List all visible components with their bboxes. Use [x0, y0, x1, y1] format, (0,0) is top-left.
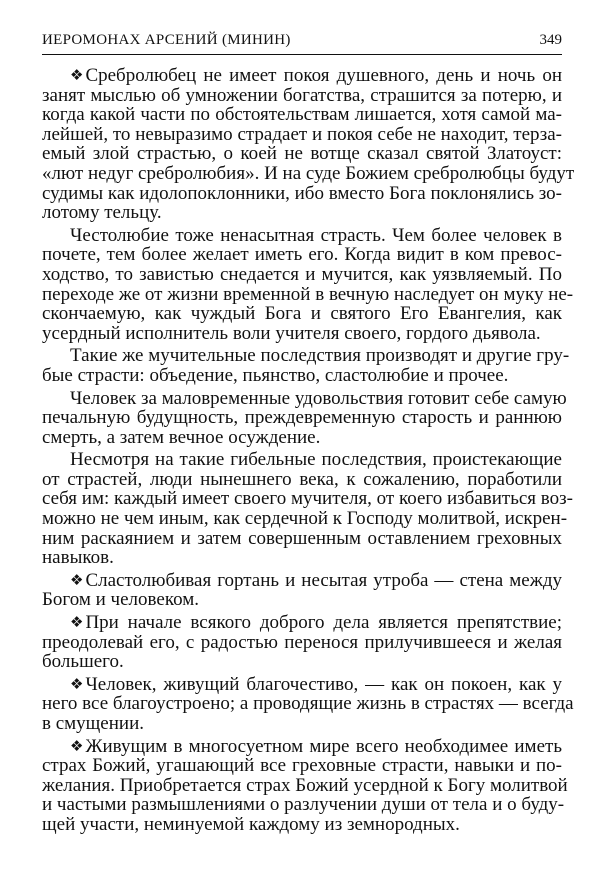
line-text: навыков.	[42, 547, 114, 569]
line-text: переходе же от жизни временной в вечную наследует он муку не-	[42, 283, 574, 305]
line-text: себя им: каждый имеет своего мучителя, от коего избавиться воз-	[42, 488, 573, 510]
line-text: когда какой части по обстоятельствам лишается, хотя самой ма-	[42, 104, 562, 126]
text-line	[42, 450, 562, 470]
text-line	[42, 86, 562, 106]
bullet-paragraph	[42, 735, 568, 835]
line-text: бые страсти: объедение, пьянство, сластолюбие и прочее.	[42, 364, 509, 386]
running-header	[42, 30, 562, 55]
text-line	[42, 203, 562, 223]
text-line	[42, 366, 562, 386]
text-line	[42, 283, 574, 305]
line-text: ходство, то завистью снедается и мучится, как уязвляемый. По	[42, 263, 562, 285]
text-line	[42, 774, 568, 796]
text-line	[42, 162, 575, 184]
line-text: Честолюбие тоже ненасытная страсть. Чем более человек в	[70, 224, 562, 246]
running-title: ИЕРОМОНАХ АРСЕНИЙ (МИНИН)	[42, 32, 291, 48]
text-line	[42, 488, 573, 510]
line-text: лейшей, то невыразимо страдает и покоя себе не находит, терза-	[42, 123, 562, 145]
text-line	[42, 714, 562, 734]
bullet-paragraph	[42, 571, 562, 610]
line-text: Человек, живущий благочестиво, — как он покоен, как у	[85, 673, 562, 695]
line-text: него все благоустроено; а проводящие жизнь в страстях — всегда	[42, 693, 574, 715]
text-line	[42, 470, 562, 490]
text-line	[42, 652, 562, 672]
line-text: Живущим в многосуетном мире всего необходимее иметь	[85, 735, 562, 757]
page-body	[42, 65, 575, 838]
line-text: Такие же мучительные последствия производят и другие гру-	[70, 345, 570, 367]
line-text: щей участи, неминуемой каждому из земнородных.	[42, 813, 460, 835]
line-text: лотому тельцу.	[42, 202, 162, 224]
diamond-bullet-icon: ❖	[70, 736, 84, 755]
page-number: 349	[539, 32, 562, 48]
line-text: преодолевай его, с радостью перенося прилучившееся и желая	[42, 631, 562, 653]
text-line	[42, 324, 562, 344]
text-line	[42, 125, 562, 145]
line-text: ним раскаянием и затем совершенным оставлением греховных	[42, 527, 562, 549]
text-line	[42, 675, 562, 695]
paragraph	[42, 449, 573, 569]
text-line	[42, 815, 562, 835]
text-line	[42, 245, 562, 265]
text-line	[42, 794, 565, 816]
text-line	[42, 693, 574, 715]
text-line	[42, 144, 562, 164]
bullet-paragraph	[42, 673, 574, 734]
text-line	[42, 105, 562, 125]
bullet-paragraph	[42, 65, 575, 224]
text-line	[42, 408, 562, 428]
paragraph	[42, 345, 570, 386]
text-line	[42, 428, 562, 448]
diamond-bullet-icon: ❖	[70, 570, 84, 589]
paragraph	[42, 387, 567, 448]
line-text: судимы как идолопоклонники, ибо вместо Бога поклонялись зо-	[42, 182, 562, 204]
line-text: Богом и человеком.	[42, 589, 200, 611]
paragraph	[42, 224, 574, 344]
line-text: Человек за маловременные удовольствия готовит себе самую	[70, 387, 567, 409]
line-text: Сребролюбец не имеет покоя душевного, день и ночь он	[85, 65, 562, 86]
text-line	[42, 613, 562, 633]
line-text: печальную будущность, преждевременную старость и раннюю	[42, 407, 562, 429]
text-line	[42, 548, 562, 568]
text-line	[42, 633, 562, 653]
text-line	[42, 226, 562, 246]
line-text: При начале всякого доброго дела является препятствие;	[85, 612, 562, 634]
diamond-bullet-icon: ❖	[70, 613, 84, 632]
bullet-paragraph	[42, 613, 562, 672]
diamond-bullet-icon: ❖	[70, 66, 84, 84]
text-line	[42, 590, 562, 610]
text-line	[42, 345, 570, 367]
text-line	[42, 66, 562, 86]
line-text: и частыми размышлениями о разлучении души от тела и о буду-	[42, 794, 565, 816]
line-text: скончаемую, как чуждый Бога и святого Его Евангелия, как	[42, 303, 562, 325]
line-text: почете, тем более желает иметь его. Когда видит в ком превос-	[42, 244, 562, 266]
line-text: большего.	[42, 651, 124, 673]
text-line	[42, 508, 568, 530]
line-text: Сластолюбивая гортань и несытая утроба — стена между	[85, 569, 562, 591]
line-text: смерть, а затем вечное осуждение.	[42, 426, 321, 448]
line-text: желания. Приобретается страх Божий усердной к Богу молитвой	[42, 774, 568, 796]
text-line	[42, 529, 562, 549]
line-text: усердный исполнитель воли учителя своего, гордого дьявола.	[42, 322, 541, 344]
text-line	[42, 571, 562, 591]
line-text: страх Божий, угашающий все греховные страсти, навыки и по-	[42, 755, 562, 777]
text-line	[42, 387, 567, 409]
text-line	[42, 265, 562, 285]
line-text: «лют недуг сребролюбия». И на суде Божием сребролюбцы будут	[42, 162, 575, 184]
text-line	[42, 756, 562, 776]
diamond-bullet-icon: ❖	[70, 674, 84, 693]
text-line	[42, 184, 562, 204]
line-text: занят мыслью об умножении богатства, страшится за потерю, и	[42, 84, 562, 106]
text-line	[42, 304, 562, 324]
line-text: емый злой страстью, о коей не вотще сказал святой Златоуст:	[42, 143, 562, 165]
line-text: Несмотря на такие гибельные последствия, проистекающие	[70, 449, 562, 471]
text-line	[42, 737, 562, 757]
line-text: можно не чем иным, как сердечной к Господу молитвой, искрен-	[42, 508, 568, 530]
line-text: в смущении.	[42, 713, 144, 734]
line-text: от страстей, люди нынешнего века, к сожалению, поработили	[42, 468, 562, 490]
